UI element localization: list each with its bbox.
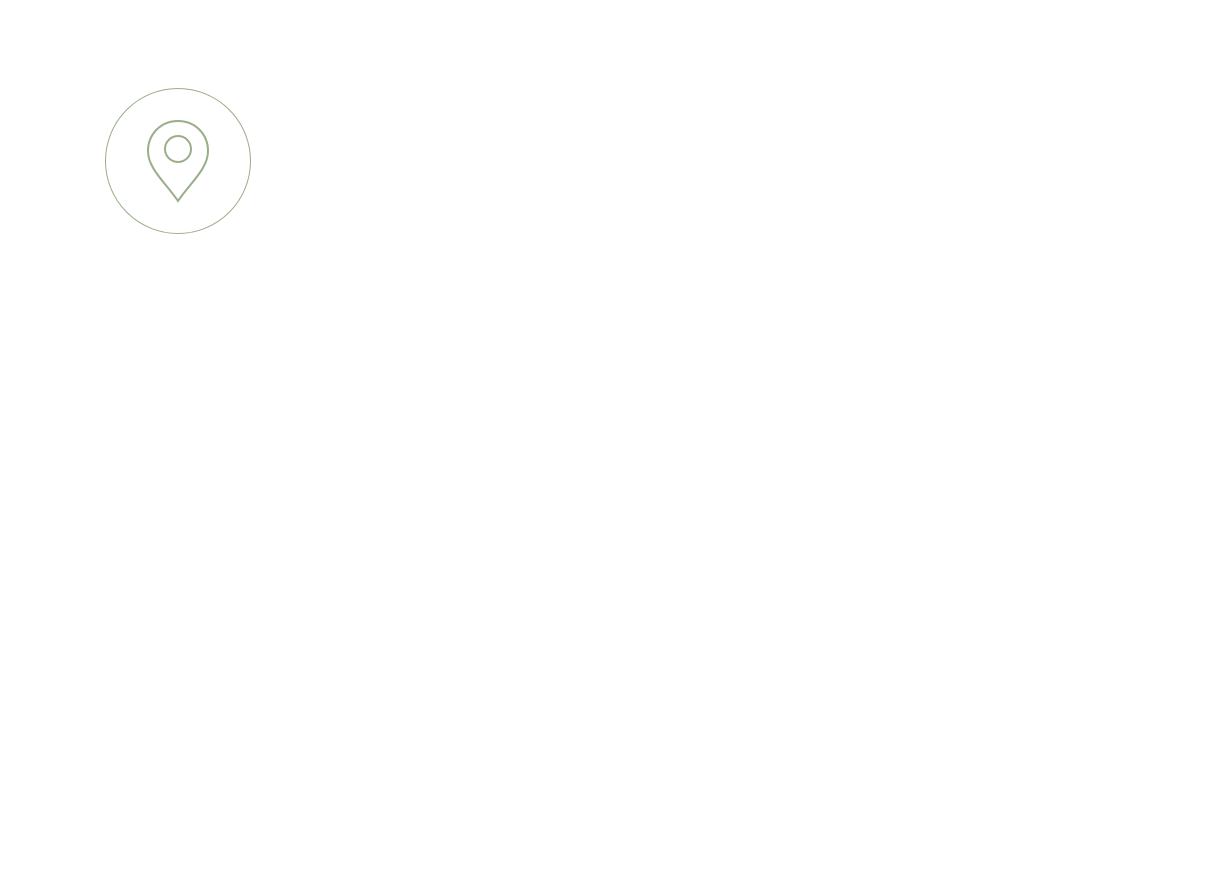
- index-legend: [940, 218, 1186, 232]
